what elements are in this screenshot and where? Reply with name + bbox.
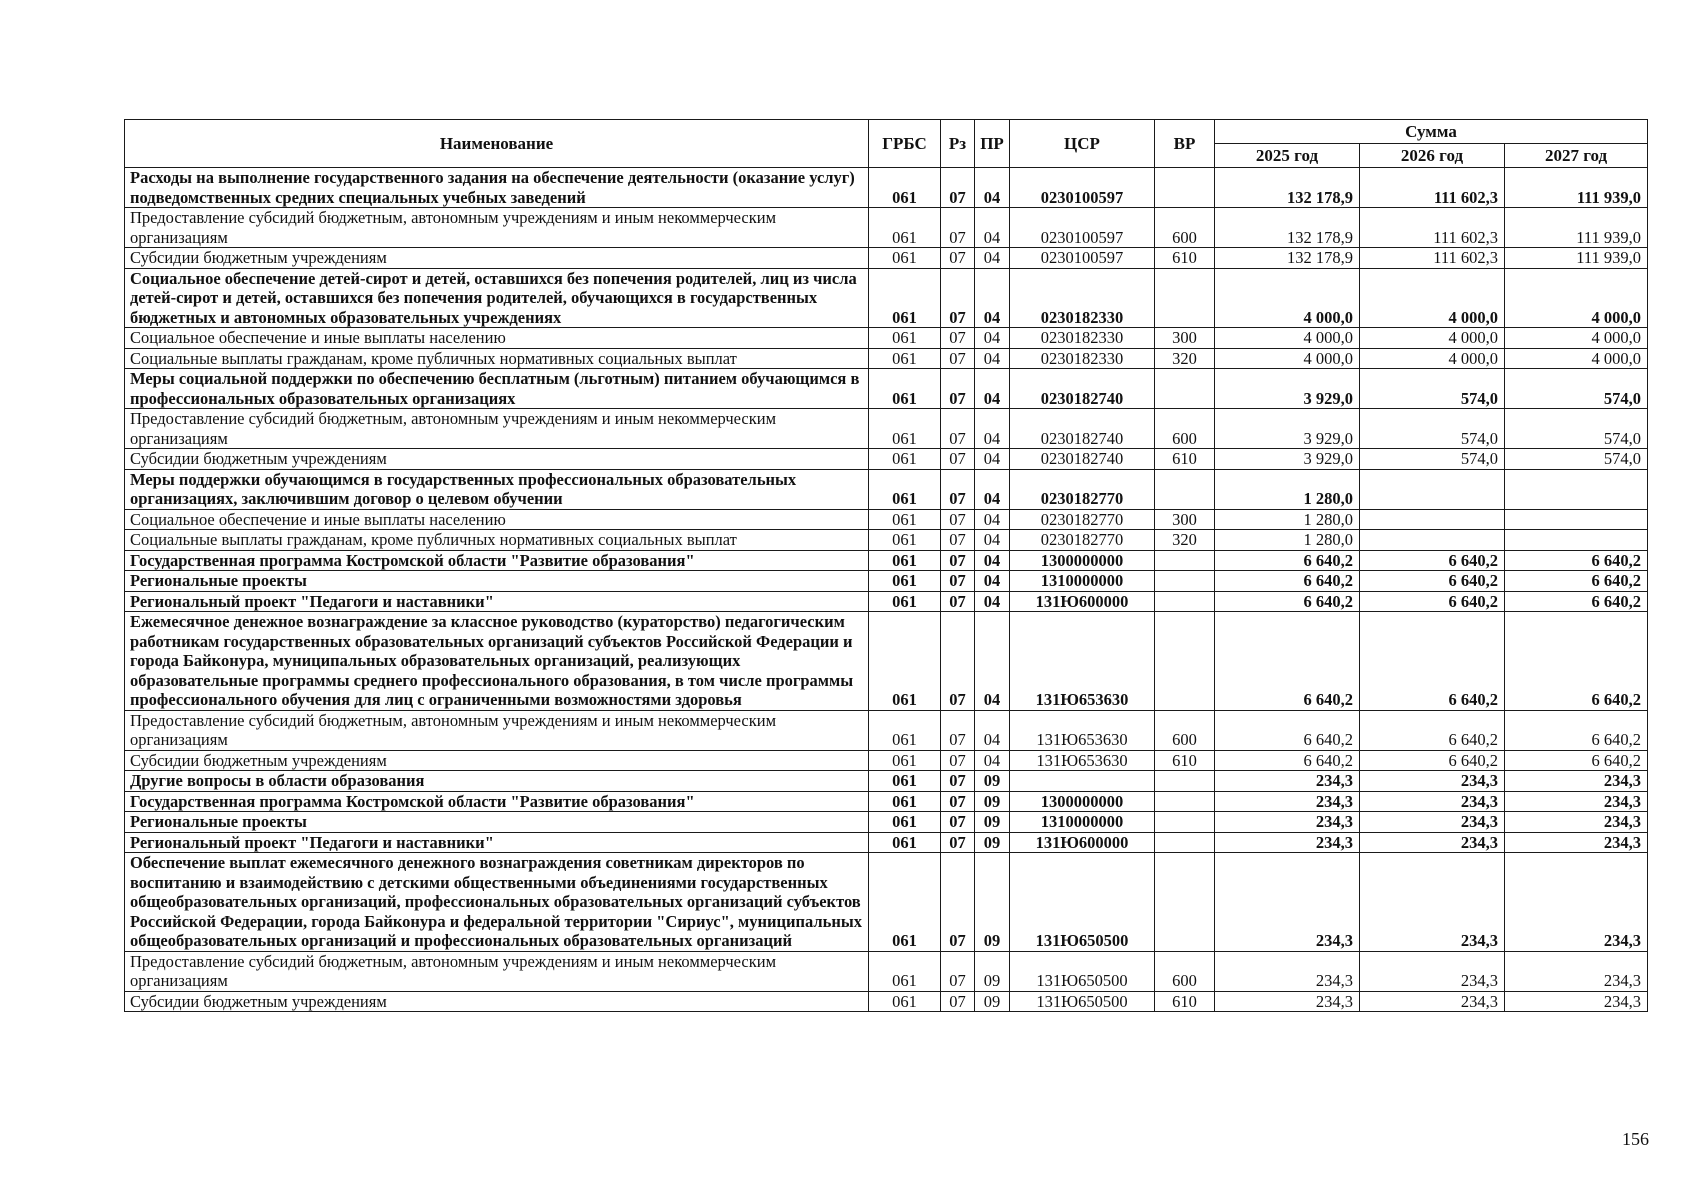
row-rz: 07 [941,791,975,812]
row-csr: 0230182740 [1010,409,1155,449]
row-sum-2025: 132 178,9 [1215,248,1360,269]
table-row [125,248,1648,269]
row-sum-2027: 111 939,0 [1505,248,1648,269]
row-pr: 04 [975,571,1010,592]
header-rz: Рз [941,120,975,168]
row-sum-2027: 234,3 [1505,951,1648,991]
table-row [125,268,1648,328]
row-rz: 07 [941,208,975,248]
row-csr: 1300000000 [1010,550,1155,571]
table-row [125,991,1648,1012]
row-sum-2025: 6 640,2 [1215,750,1360,771]
row-sum-2025: 1 280,0 [1215,509,1360,530]
row-grbs: 061 [869,449,941,470]
table-row [125,710,1648,750]
row-pr: 04 [975,248,1010,269]
row-sum-2027: 234,3 [1505,991,1648,1012]
row-pr: 04 [975,591,1010,612]
row-sum-2026: 6 640,2 [1360,612,1505,711]
row-sum-2025: 234,3 [1215,791,1360,812]
row-sum-2027: 574,0 [1505,369,1648,409]
row-sum-2025: 6 640,2 [1215,710,1360,750]
row-rz: 07 [941,991,975,1012]
row-name: Социальные выплаты гражданам, кроме публичных нормативных социальных выплат [125,530,869,551]
row-vr [1155,771,1215,792]
row-sum-2027: 6 640,2 [1505,591,1648,612]
row-grbs: 061 [869,791,941,812]
row-sum-2027: 234,3 [1505,812,1648,833]
row-sum-2025: 234,3 [1215,771,1360,792]
header-year-2027: 2027 год [1505,144,1648,168]
row-sum-2026: 111 602,3 [1360,168,1505,208]
row-sum-2026: 4 000,0 [1360,328,1505,349]
page-number: 156 [1622,1129,1649,1149]
row-grbs: 061 [869,268,941,328]
row-grbs: 061 [869,530,941,551]
row-pr: 09 [975,771,1010,792]
header-year-2026: 2026 год [1360,144,1505,168]
row-sum-2026: 4 000,0 [1360,268,1505,328]
row-csr: 131Ю600000 [1010,832,1155,853]
table-row [125,812,1648,833]
row-vr [1155,168,1215,208]
row-vr: 600 [1155,951,1215,991]
row-sum-2026: 111 602,3 [1360,248,1505,269]
row-sum-2027: 111 939,0 [1505,168,1648,208]
row-csr: 131Ю653630 [1010,710,1155,750]
row-vr: 300 [1155,328,1215,349]
row-sum-2025: 234,3 [1215,951,1360,991]
table-row [125,348,1648,369]
row-grbs: 061 [869,248,941,269]
table-row [125,951,1648,991]
row-grbs: 061 [869,951,941,991]
row-name: Государственная программа Костромской области "Развитие образования" [125,550,869,571]
row-sum-2027: 111 939,0 [1505,208,1648,248]
row-rz: 07 [941,853,975,952]
row-vr [1155,469,1215,509]
header-grbs: ГРБС [869,120,941,168]
row-rz: 07 [941,328,975,349]
row-vr: 610 [1155,750,1215,771]
row-sum-2027: 6 640,2 [1505,710,1648,750]
row-rz: 07 [941,469,975,509]
row-grbs: 061 [869,509,941,530]
row-grbs: 061 [869,710,941,750]
row-sum-2026: 111 602,3 [1360,208,1505,248]
row-pr: 04 [975,208,1010,248]
row-grbs: 061 [869,612,941,711]
row-sum-2027: 234,3 [1505,832,1648,853]
row-rz: 07 [941,248,975,269]
row-csr: 0230100597 [1010,208,1155,248]
row-pr: 04 [975,409,1010,449]
row-rz: 07 [941,812,975,833]
row-sum-2027: 574,0 [1505,409,1648,449]
row-grbs: 061 [869,571,941,592]
row-name: Социальные выплаты гражданам, кроме публичных нормативных социальных выплат [125,348,869,369]
row-rz: 07 [941,409,975,449]
row-sum-2027: 234,3 [1505,853,1648,952]
row-sum-2026: 234,3 [1360,991,1505,1012]
row-name: Субсидии бюджетным учреждениям [125,248,869,269]
row-rz: 07 [941,369,975,409]
row-grbs: 061 [869,168,941,208]
row-csr: 131Ю650500 [1010,991,1155,1012]
row-sum-2027: 4 000,0 [1505,268,1648,328]
row-pr: 04 [975,530,1010,551]
row-sum-2026: 574,0 [1360,369,1505,409]
row-pr: 09 [975,991,1010,1012]
row-pr: 09 [975,832,1010,853]
row-pr: 04 [975,268,1010,328]
row-sum-2025: 132 178,9 [1215,168,1360,208]
row-sum-2027 [1505,509,1648,530]
row-sum-2025: 4 000,0 [1215,328,1360,349]
row-csr: 0230182770 [1010,530,1155,551]
row-grbs: 061 [869,550,941,571]
row-vr: 610 [1155,449,1215,470]
row-sum-2026: 234,3 [1360,832,1505,853]
row-csr [1010,771,1155,792]
row-rz: 07 [941,750,975,771]
row-vr [1155,812,1215,833]
row-pr: 04 [975,168,1010,208]
row-grbs: 061 [869,348,941,369]
row-sum-2026 [1360,530,1505,551]
row-name: Государственная программа Костромской области "Развитие образования" [125,791,869,812]
row-name: Региональные проекты [125,812,869,833]
row-vr [1155,571,1215,592]
row-pr: 04 [975,550,1010,571]
row-csr: 1310000000 [1010,812,1155,833]
row-sum-2025: 4 000,0 [1215,348,1360,369]
header-csr: ЦСР [1010,120,1155,168]
row-vr: 600 [1155,710,1215,750]
row-name: Региональные проекты [125,571,869,592]
row-csr: 131Ю653630 [1010,612,1155,711]
row-vr [1155,268,1215,328]
row-sum-2026: 6 640,2 [1360,750,1505,771]
row-grbs: 061 [869,409,941,449]
row-csr: 0230182740 [1010,449,1155,470]
row-sum-2026: 574,0 [1360,409,1505,449]
row-sum-2026: 6 640,2 [1360,591,1505,612]
row-sum-2026: 234,3 [1360,853,1505,952]
row-name: Предоставление субсидий бюджетным, автономным учреждениям и иным некоммерческим организациям [125,208,869,248]
row-sum-2025: 6 640,2 [1215,612,1360,711]
row-sum-2025: 3 929,0 [1215,409,1360,449]
row-sum-2026: 6 640,2 [1360,710,1505,750]
row-pr: 09 [975,951,1010,991]
header-pr: ПР [975,120,1010,168]
row-pr: 04 [975,509,1010,530]
row-pr: 04 [975,612,1010,711]
row-sum-2026: 234,3 [1360,812,1505,833]
row-csr: 0230100597 [1010,168,1155,208]
row-vr: 610 [1155,991,1215,1012]
row-sum-2025: 3 929,0 [1215,369,1360,409]
row-grbs: 061 [869,832,941,853]
row-grbs: 061 [869,369,941,409]
table-row [125,530,1648,551]
table-body [125,168,1648,1012]
row-grbs: 061 [869,469,941,509]
row-name: Социальное обеспечение детей-сирот и детей, оставшихся без попечения родителей, лиц из числа детей-сирот и детей, оставшихся без попечения родителей, обучающихся в государственных бюджетных и автономных образовательных учреждениях [125,268,869,328]
row-rz: 07 [941,509,975,530]
row-pr: 04 [975,469,1010,509]
row-name: Обеспечение выплат ежемесячного денежного вознаграждения советникам директоров по воспитанию и взаимодействию с детскими общественными объединениями государственных общеобразовательных организаций, профессиональных образовательных организаций субъектов Российской Федерации, города Байконура и федеральной территории "Сириус", муниципальных общеобразовательных организаций и профессиональных образовательных организаций [125,853,869,952]
table-row [125,853,1648,952]
row-csr: 1300000000 [1010,791,1155,812]
table-row [125,571,1648,592]
table-row [125,832,1648,853]
row-name: Субсидии бюджетным учреждениям [125,449,869,470]
table-row [125,168,1648,208]
row-sum-2027: 574,0 [1505,449,1648,470]
row-rz: 07 [941,348,975,369]
row-name: Меры поддержки обучающимся в государственных профессиональных образовательных организациях, заключившим договор о целевом обучении [125,469,869,509]
row-sum-2027: 6 640,2 [1505,571,1648,592]
row-name: Социальное обеспечение и иные выплаты населению [125,509,869,530]
row-rz: 07 [941,951,975,991]
row-sum-2027 [1505,530,1648,551]
row-vr [1155,853,1215,952]
row-csr: 131Ю650500 [1010,951,1155,991]
row-pr: 04 [975,369,1010,409]
row-sum-2025: 6 640,2 [1215,550,1360,571]
row-csr: 131Ю600000 [1010,591,1155,612]
row-name: Предоставление субсидий бюджетным, автономным учреждениям и иным некоммерческим организациям [125,409,869,449]
row-rz: 07 [941,710,975,750]
row-sum-2026: 234,3 [1360,771,1505,792]
row-rz: 07 [941,591,975,612]
row-csr: 131Ю650500 [1010,853,1155,952]
row-csr: 0230182330 [1010,268,1155,328]
row-pr: 04 [975,328,1010,349]
row-rz: 07 [941,550,975,571]
budget-table [124,119,1648,1012]
row-sum-2026: 234,3 [1360,791,1505,812]
row-sum-2027: 4 000,0 [1505,328,1648,349]
row-csr: 0230182330 [1010,348,1155,369]
row-grbs: 061 [869,812,941,833]
row-grbs: 061 [869,591,941,612]
row-sum-2027: 4 000,0 [1505,348,1648,369]
header-name: Наименование [125,120,869,168]
row-rz: 07 [941,571,975,592]
row-vr: 600 [1155,208,1215,248]
row-name: Другие вопросы в области образования [125,771,869,792]
row-sum-2026: 574,0 [1360,449,1505,470]
row-csr: 0230182740 [1010,369,1155,409]
row-name: Предоставление субсидий бюджетным, автономным учреждениям и иным некоммерческим организациям [125,710,869,750]
row-pr: 09 [975,853,1010,952]
row-name: Социальное обеспечение и иные выплаты населению [125,328,869,349]
row-name: Региональный проект "Педагоги и наставники" [125,591,869,612]
table-row [125,409,1648,449]
row-sum-2025: 1 280,0 [1215,469,1360,509]
table-row [125,328,1648,349]
row-rz: 07 [941,771,975,792]
row-vr: 600 [1155,409,1215,449]
row-csr: 0230182770 [1010,509,1155,530]
row-grbs: 061 [869,853,941,952]
row-rz: 07 [941,168,975,208]
row-sum-2027: 6 640,2 [1505,550,1648,571]
row-sum-2025: 6 640,2 [1215,571,1360,592]
row-sum-2026: 6 640,2 [1360,571,1505,592]
row-vr [1155,591,1215,612]
row-pr: 04 [975,348,1010,369]
row-sum-2025: 4 000,0 [1215,268,1360,328]
row-pr: 04 [975,449,1010,470]
row-sum-2026: 4 000,0 [1360,348,1505,369]
row-name: Расходы на выполнение государственного задания на обеспечение деятельности (оказание услуг) подведомственных средних специальных учебных заведений [125,168,869,208]
row-csr: 1310000000 [1010,571,1155,592]
row-sum-2027: 234,3 [1505,771,1648,792]
row-name: Региональный проект "Педагоги и наставники" [125,832,869,853]
row-rz: 07 [941,530,975,551]
table-row [125,509,1648,530]
row-vr [1155,791,1215,812]
row-sum-2027: 6 640,2 [1505,612,1648,711]
table-row [125,469,1648,509]
row-sum-2025: 234,3 [1215,832,1360,853]
header-vr: ВР [1155,120,1215,168]
row-vr: 300 [1155,509,1215,530]
row-sum-2025: 234,3 [1215,812,1360,833]
row-sum-2025: 6 640,2 [1215,591,1360,612]
row-vr: 320 [1155,348,1215,369]
row-sum-2027: 234,3 [1505,791,1648,812]
row-vr [1155,369,1215,409]
row-grbs: 061 [869,771,941,792]
row-csr: 131Ю653630 [1010,750,1155,771]
row-name: Меры социальной поддержки по обеспечению бесплатным (льготным) питанием обучающимся в профессиональных образовательных организациях [125,369,869,409]
row-pr: 09 [975,791,1010,812]
header-sum: Сумма [1215,120,1648,144]
row-name: Ежемесячное денежное вознаграждение за классное руководство (кураторство) педагогическим работникам государственных образовательных организаций субъектов Российской Федерации и города Байконура, муниципальных образовательных организаций, реализующих образовательные программы среднего профессионального образования, в том числе программы профессионального обучения для лиц с ограниченными возможностями здоровья [125,612,869,711]
row-sum-2025: 234,3 [1215,991,1360,1012]
row-vr [1155,832,1215,853]
row-sum-2026 [1360,469,1505,509]
row-pr: 04 [975,710,1010,750]
row-csr: 0230100597 [1010,248,1155,269]
row-grbs: 061 [869,328,941,349]
table-row [125,771,1648,792]
row-name: Субсидии бюджетным учреждениям [125,750,869,771]
table-row [125,750,1648,771]
table-row [125,449,1648,470]
row-pr: 04 [975,750,1010,771]
row-pr: 09 [975,812,1010,833]
row-vr [1155,550,1215,571]
row-grbs: 061 [869,750,941,771]
row-sum-2027 [1505,469,1648,509]
row-rz: 07 [941,449,975,470]
row-rz: 07 [941,612,975,711]
row-grbs: 061 [869,991,941,1012]
row-sum-2025: 3 929,0 [1215,449,1360,470]
row-sum-2026: 234,3 [1360,951,1505,991]
table-row [125,791,1648,812]
row-rz: 07 [941,832,975,853]
row-rz: 07 [941,268,975,328]
table-row [125,208,1648,248]
row-csr: 0230182330 [1010,328,1155,349]
row-sum-2026: 6 640,2 [1360,550,1505,571]
row-vr: 320 [1155,530,1215,551]
table-row [125,369,1648,409]
row-sum-2025: 234,3 [1215,853,1360,952]
row-name: Предоставление субсидий бюджетным, автономным учреждениям и иным некоммерческим организациям [125,951,869,991]
row-name: Субсидии бюджетным учреждениям [125,991,869,1012]
row-csr: 0230182770 [1010,469,1155,509]
row-grbs: 061 [869,208,941,248]
table-row [125,550,1648,571]
header-year-2025: 2025 год [1215,144,1360,168]
table-row [125,591,1648,612]
row-vr [1155,612,1215,711]
table-row [125,612,1648,711]
row-vr: 610 [1155,248,1215,269]
row-sum-2025: 132 178,9 [1215,208,1360,248]
row-sum-2027: 6 640,2 [1505,750,1648,771]
row-sum-2026 [1360,509,1505,530]
row-sum-2025: 1 280,0 [1215,530,1360,551]
